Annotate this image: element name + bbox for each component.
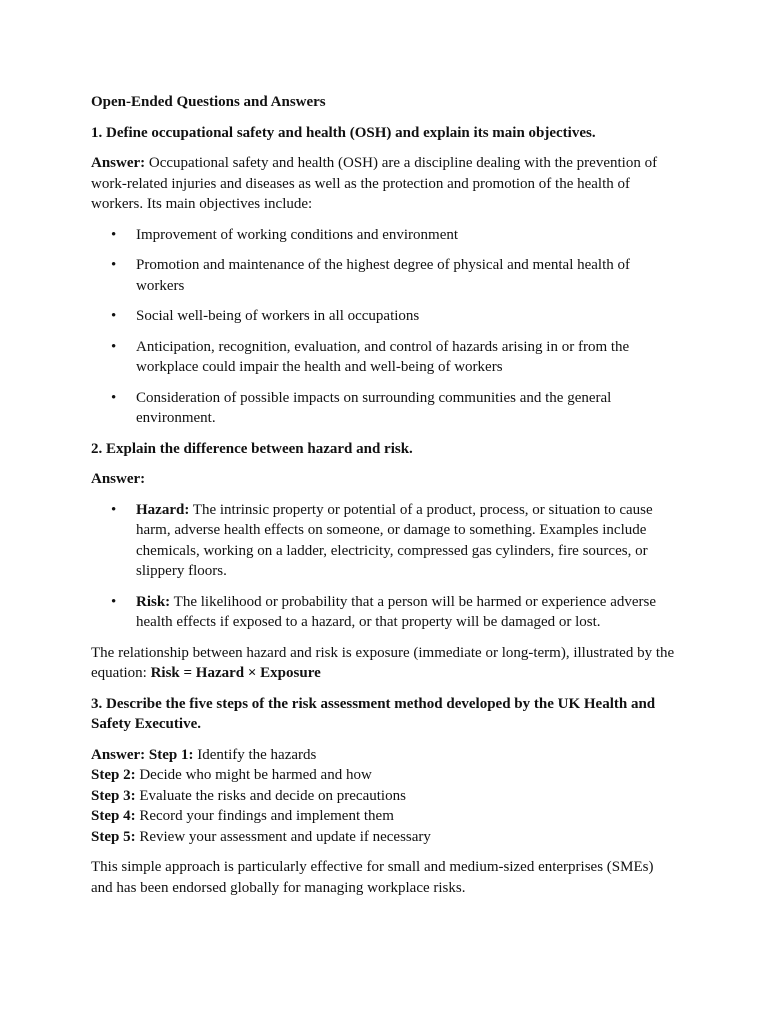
- step-label: Step 4:: [91, 808, 136, 824]
- objectives-list: [91, 225, 678, 429]
- bullet-icon: •: [111, 389, 117, 406]
- step-text: Record your findings and implement them: [135, 808, 394, 824]
- answer-1-text: Occupational safety and health (OSH) are a discipline dealing with the prevention of work-related injuries and diseases as well as the protection and promotion of the health of workers. Its main objectives include:: [91, 155, 658, 212]
- document-title: Open-Ended Questions and Answers: [91, 94, 326, 110]
- step-text: Identify the hazards: [193, 746, 317, 763]
- step-text: Review your assessment and update if necessary: [135, 828, 431, 845]
- question-1: 1. Define occupational safety and health (OSH) and explain its main objectives.: [91, 124, 596, 141]
- answer-1-label: Answer:: [91, 155, 146, 171]
- bullet-icon: •: [111, 308, 117, 324]
- list-item: [91, 306, 678, 327]
- question-2: 2. Explain the difference between hazard and risk.: [91, 440, 413, 457]
- bullet-icon: •: [111, 501, 117, 518]
- list-item: [91, 337, 678, 378]
- step-row: [91, 827, 678, 848]
- list-item: [91, 388, 678, 429]
- list-item-text: Consideration of possible impacts on surrounding communities and the general environment.: [136, 389, 612, 426]
- step-row: [91, 806, 678, 827]
- step-label: Step 2:: [91, 767, 136, 783]
- answer-2-label: Answer:: [91, 471, 146, 487]
- step-label: Step 1:: [148, 746, 194, 763]
- list-item: [91, 225, 678, 246]
- list-item-text: Anticipation, recognition, evaluation, and control of hazards arising in or from the workplace could impair the health and well-being of workers: [136, 338, 630, 375]
- step-row: [91, 765, 678, 786]
- step-label: Step 3:: [91, 787, 136, 804]
- answer-1-paragraph: [91, 153, 678, 215]
- steps-block: [91, 745, 678, 848]
- step-text: Decide who might be harmed and how: [135, 767, 372, 783]
- risk-definition: The likelihood or probability that a person will be harmed or experience adverse health effects if exposed to a hazard, or that property will be damaged or lost.: [136, 593, 656, 630]
- list-item: [91, 592, 678, 633]
- hazard-risk-list: [91, 500, 678, 633]
- hazard-term: Hazard:: [136, 501, 190, 518]
- bullet-icon: •: [111, 593, 117, 610]
- risk-term: Risk:: [136, 593, 171, 610]
- hazard-definition: The intrinsic property or potential of a product, process, or situation to cause harm, adverse health effects on someone, or damage to something. Examples include chemicals, working on a ladder, electricity, compressed gas cylinders, fire sources, or slippery floors.: [136, 501, 653, 579]
- question-3: 3. Describe the five steps of the risk assessment method developed by the UK Health and Safety Executive.: [91, 695, 656, 732]
- step-label: Step 5:: [91, 828, 136, 845]
- step-text: Evaluate the risks and decide on precautions: [135, 787, 406, 804]
- list-item-text: Promotion and maintenance of the highest degree of physical and mental health of workers: [136, 257, 631, 294]
- list-item-text: Improvement of working conditions and environment: [136, 226, 459, 243]
- bullet-icon: •: [111, 226, 117, 243]
- list-item-text: Social well-being of workers in all occupations: [136, 308, 420, 324]
- bullet-icon: •: [111, 257, 117, 273]
- closing-paragraph: This simple approach is particularly effective for small and medium-sized enterprises (SMEs) and has been endorsed globally for managing workplace risks.: [91, 859, 654, 896]
- list-item: [91, 255, 678, 296]
- step-row: [91, 786, 678, 807]
- risk-equation: Risk = Hazard × Exposure: [150, 665, 321, 681]
- relationship-text: The relationship between hazard and risk is exposure (immediate or long-term), illustrated by the equation:: [91, 644, 675, 681]
- list-item: [91, 500, 678, 582]
- relationship-paragraph: [91, 643, 678, 684]
- step-row: [91, 745, 678, 766]
- answer-3-label: Answer:: [91, 746, 146, 763]
- bullet-icon: •: [111, 338, 117, 355]
